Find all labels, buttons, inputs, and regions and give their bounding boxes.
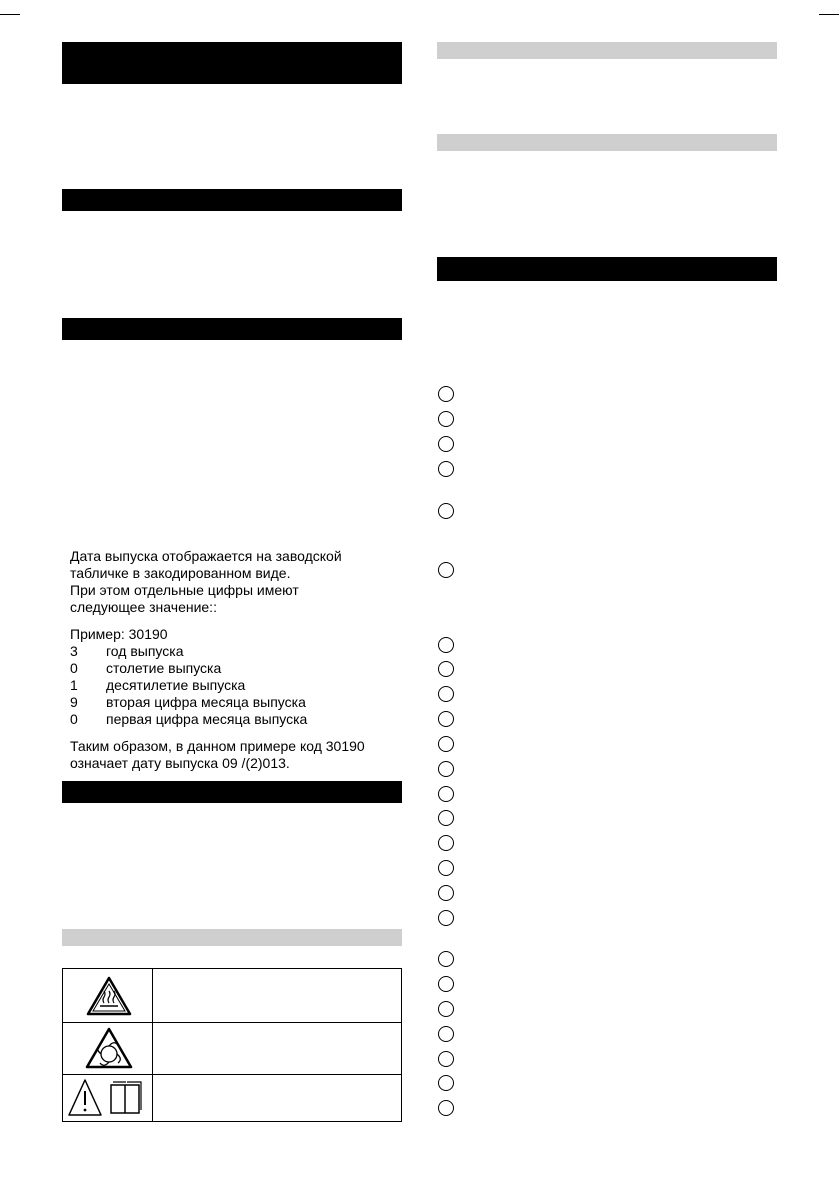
item-marker xyxy=(438,436,454,452)
section-heading-bar xyxy=(437,257,777,281)
item-marker xyxy=(438,1026,454,1042)
example-digit: 0 xyxy=(70,660,78,676)
item-marker xyxy=(438,786,454,802)
example-digit: 1 xyxy=(70,677,78,693)
item-marker xyxy=(438,1001,454,1017)
example-meaning: первая цифра месяца выпуска xyxy=(106,711,308,727)
example-row xyxy=(70,694,307,711)
example-meaning: год выпуска xyxy=(106,643,184,659)
item-marker xyxy=(438,761,454,777)
example-row xyxy=(70,711,307,728)
item-marker xyxy=(438,637,454,653)
item-marker xyxy=(438,686,454,702)
item-marker xyxy=(438,411,454,427)
example-row xyxy=(70,643,307,660)
item-marker xyxy=(438,976,454,992)
subsection-heading-bar xyxy=(437,134,777,151)
item-marker xyxy=(438,503,454,519)
example-meaning: столетие выпуска xyxy=(106,660,222,676)
item-marker xyxy=(438,910,454,926)
warning-read-manual-icon xyxy=(63,1075,153,1121)
crop-mark-right xyxy=(819,14,839,15)
section-heading-bar xyxy=(62,318,402,340)
symbol-row xyxy=(63,969,401,1023)
item-marker xyxy=(438,711,454,727)
item-marker xyxy=(438,1100,454,1116)
item-marker xyxy=(438,661,454,677)
item-marker xyxy=(438,951,454,967)
section-heading-bar xyxy=(62,42,402,84)
item-marker xyxy=(438,461,454,477)
hot-surface-warning-icon xyxy=(63,969,153,1023)
item-marker xyxy=(438,810,454,826)
symbol-row xyxy=(63,1023,401,1075)
example-meaning: десятилетие выпуска xyxy=(106,677,246,693)
subsection-heading-bar xyxy=(62,929,402,946)
example-digit: 9 xyxy=(70,694,78,710)
item-marker xyxy=(438,835,454,851)
crop-mark-left xyxy=(0,14,20,15)
date-code-intro xyxy=(70,548,342,616)
conclusion-line: Таким образом, в данном примере код 30190 xyxy=(70,738,365,754)
intro-line: табличке в закодированном виде. xyxy=(70,565,291,581)
date-code-example xyxy=(70,626,307,728)
item-marker xyxy=(438,562,454,578)
conclusion-line: означает дату выпуска 09 /(2)013. xyxy=(70,755,290,771)
subsection-heading-bar xyxy=(437,42,777,59)
symbol-icon-cell xyxy=(63,1075,153,1121)
section-heading-bar xyxy=(62,781,402,803)
item-marker xyxy=(438,1051,454,1067)
rotating-fan-warning-icon xyxy=(63,1023,153,1075)
item-marker xyxy=(438,736,454,752)
symbols-table xyxy=(62,968,402,1122)
example-label: Пример: 30190 xyxy=(70,626,168,642)
intro-line: При этом отдельные цифры имеют xyxy=(70,582,299,598)
intro-line: Дата выпуска отображается на заводской xyxy=(70,548,342,564)
example-digit: 0 xyxy=(70,711,78,727)
symbol-row xyxy=(63,1075,401,1121)
item-marker xyxy=(438,1075,454,1091)
example-meaning: вторая цифра месяца выпуска xyxy=(106,694,306,710)
item-marker xyxy=(438,860,454,876)
example-row xyxy=(70,660,307,677)
intro-line: следующее значение:: xyxy=(70,599,217,615)
item-marker xyxy=(438,386,454,402)
example-row xyxy=(70,677,307,694)
example-digit: 3 xyxy=(70,643,78,659)
date-code-conclusion xyxy=(70,738,365,772)
symbol-icon-cell xyxy=(63,1023,153,1074)
section-heading-bar xyxy=(62,189,402,211)
item-marker xyxy=(438,885,454,901)
symbol-icon-cell xyxy=(63,969,153,1022)
